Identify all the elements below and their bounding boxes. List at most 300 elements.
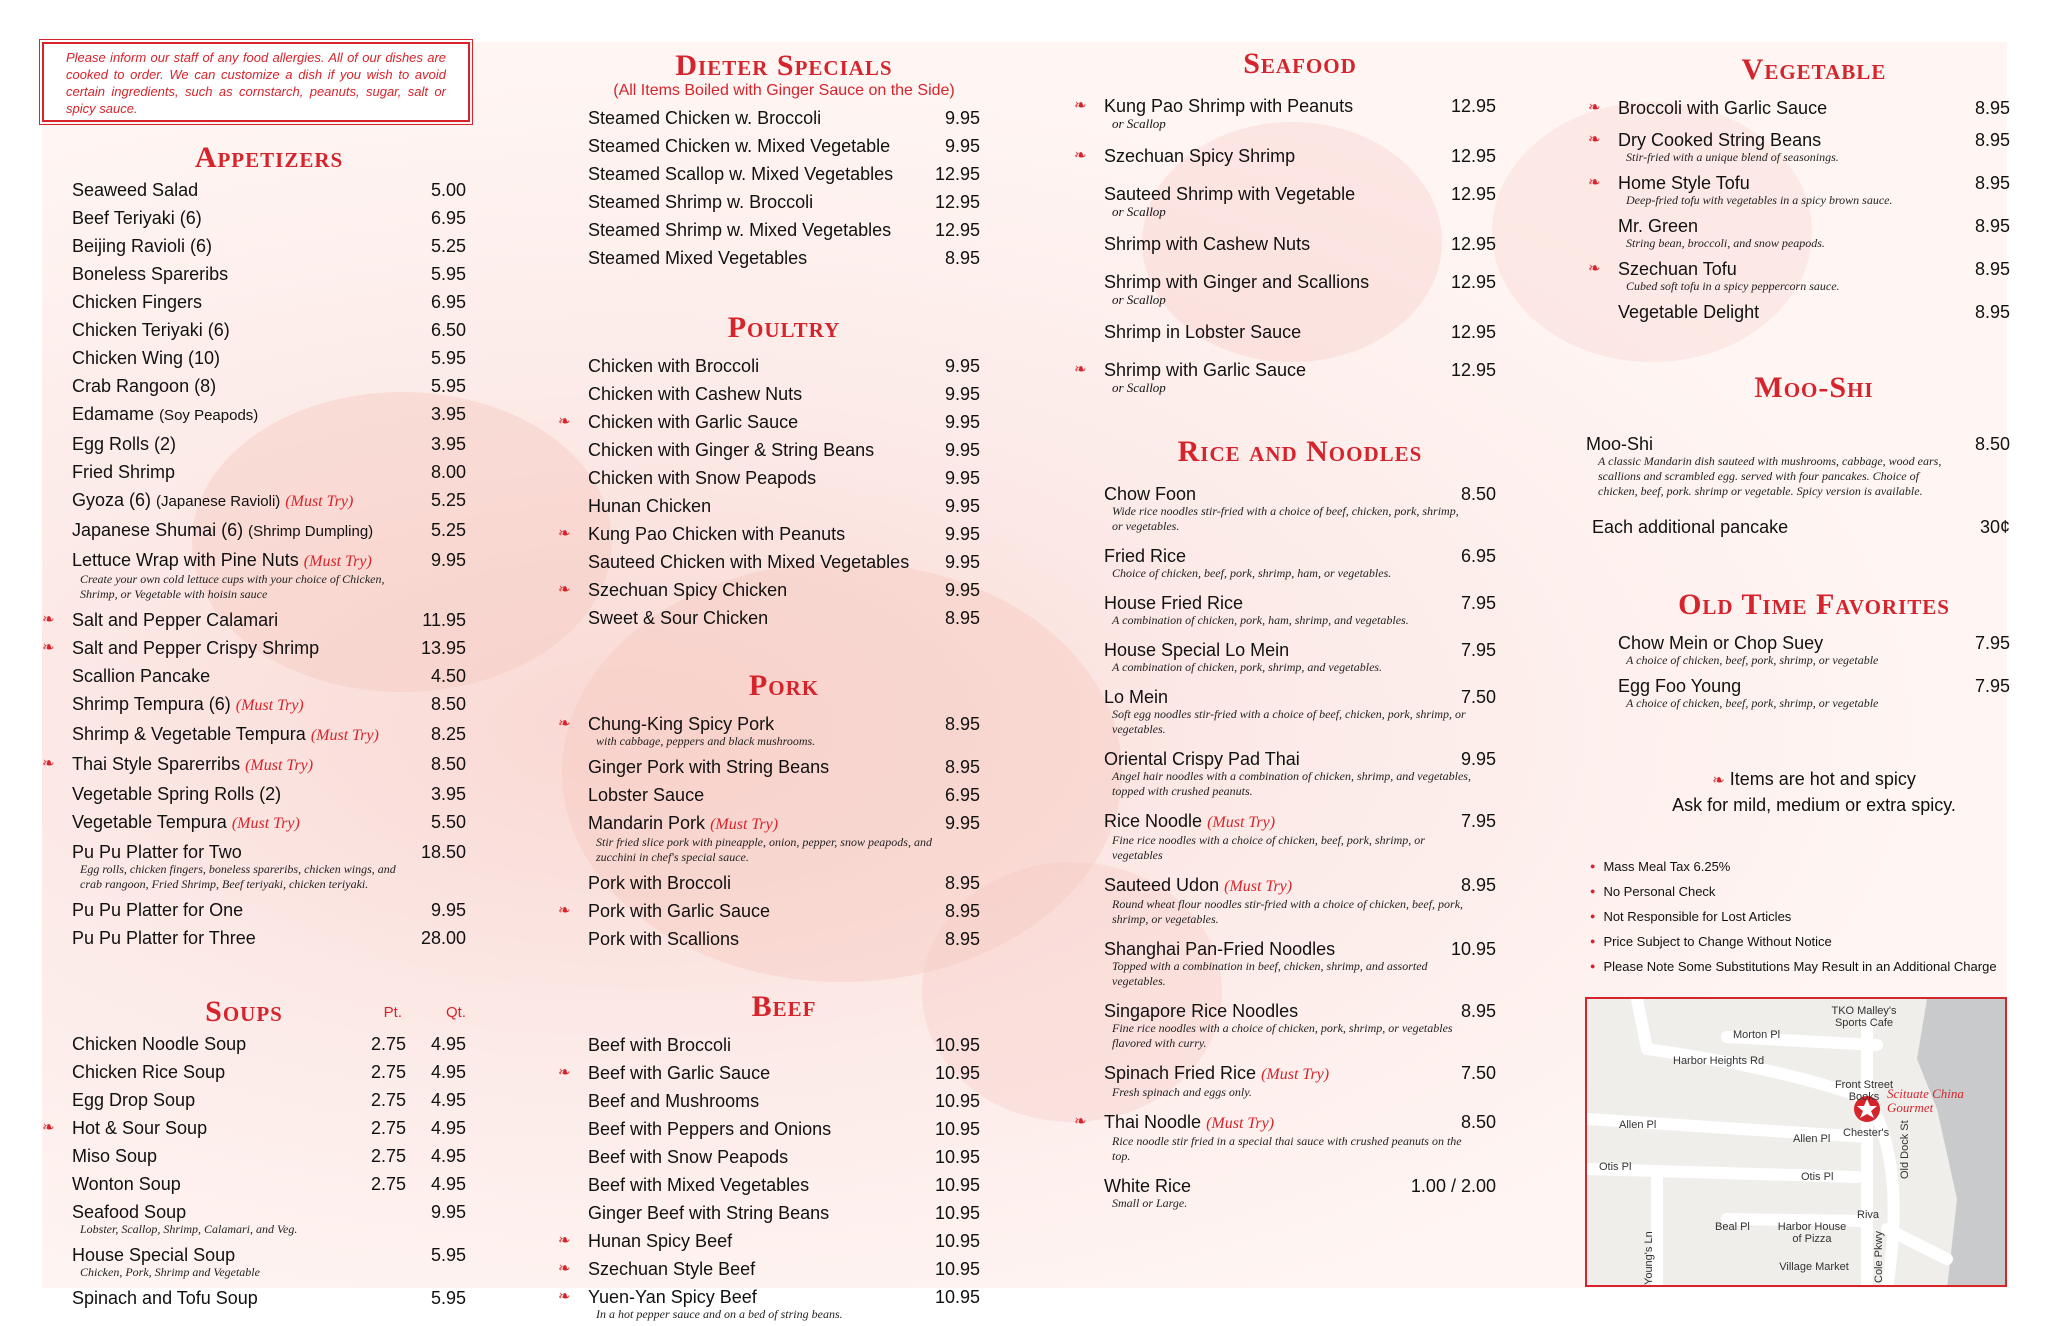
item-price: 12.95 — [1450, 272, 1496, 292]
item-price: 28.00 — [420, 928, 466, 948]
menu-item — [72, 808, 466, 838]
vegetable-title: Vegetable — [1741, 53, 1887, 86]
map-street-label: Young's Ln — [1643, 1231, 1655, 1285]
menu-item — [72, 838, 466, 866]
item-name: Pork with Broccoli — [588, 873, 732, 893]
item-description: Round wheat flour noodles stir-fried with a choice of chicken, beef, pork, shrimp, or vegetables. — [1112, 897, 1464, 926]
item-price: 10.95 — [934, 1147, 980, 1167]
item-name: Pu Pu Platter for Two — [72, 842, 242, 862]
item-price: 8.95 — [944, 901, 980, 921]
menu-item — [1104, 683, 1496, 711]
must-try-label: (Must Try) — [245, 757, 314, 774]
item-name: Shrimp Tempura (6) — [72, 694, 231, 714]
item-price: 8.95 — [1974, 259, 2010, 279]
menu-item — [72, 516, 466, 546]
item-description: Choice of chicken, beef, pork, shrimp, ham, or vegetables. — [1112, 566, 1392, 580]
map-street-label: TKO Malley's Sports Cafe — [1831, 1005, 1897, 1029]
item-name: Beijing Ravioli (6) — [72, 236, 213, 256]
item-name: Chicken with Cashew Nuts — [588, 384, 803, 404]
item-name: Thai Style Sparerribs — [72, 754, 241, 774]
item-alternative: or Scallop — [1112, 380, 1166, 395]
beef-list — [558, 1031, 980, 1322]
menu-item — [42, 750, 466, 780]
item-description: Cubed soft tofu in a spicy peppercorn sauce. — [1626, 279, 1840, 293]
menu-item — [1104, 480, 1496, 508]
item-name: Steamed Chicken w. Broccoli — [588, 108, 822, 128]
menu-item — [588, 216, 980, 244]
item-name: Boneless Spareribs — [72, 264, 229, 284]
item-name: Rice Noodle — [1104, 811, 1203, 831]
item-name: Thai Noodle — [1104, 1112, 1202, 1132]
menu-item — [72, 316, 466, 344]
item-name: Chicken Rice Soup — [72, 1062, 226, 1082]
item-name: Szechuan Spicy Chicken — [588, 580, 788, 600]
item-name: Szechuan Style Beef — [588, 1259, 756, 1279]
menu-item — [1074, 92, 1496, 120]
column-seafood-rice — [1074, 46, 1496, 1215]
item-name: Chicken Fingers — [72, 292, 203, 312]
item-name: Lo Mein — [1104, 687, 1169, 707]
item-name: Sauteed Udon — [1104, 875, 1220, 895]
item-price: 8.95 — [944, 757, 980, 777]
menu-item — [1618, 298, 2010, 326]
item-price: 4.50 — [430, 666, 466, 686]
mooshi-title: Moo-Shi — [1754, 371, 1874, 404]
hot-pepper-icon: ❧ — [1074, 97, 1087, 114]
hot-pepper-icon: ❧ — [1074, 361, 1087, 378]
item-price: 10.95 — [934, 1203, 980, 1223]
item-description: String bean, broccoli, and snow peapods. — [1626, 236, 1825, 250]
item-name: Sauteed Chicken with Mixed Vegetables — [588, 552, 910, 572]
menu-item — [1074, 1108, 1496, 1138]
hot-pepper-icon: ❧ — [1588, 131, 1601, 148]
item-price: 7.95 — [1460, 811, 1496, 831]
item-price: 12.95 — [934, 192, 980, 212]
item-name: Beef Teriyaki (6) — [72, 208, 202, 228]
item-price: 9.95 — [944, 412, 980, 432]
item-name: Spinach Fried Rice — [1104, 1063, 1257, 1083]
item-price: 13.95 — [420, 638, 466, 658]
item-name: White Rice — [1104, 1176, 1192, 1196]
item-price: 5.50 — [430, 812, 466, 832]
seafood-title: Seafood — [1243, 47, 1357, 80]
item-price: 18.50 — [420, 842, 466, 862]
item-price: 6.95 — [944, 785, 980, 805]
item-name: Ginger Beef with String Beans — [588, 1203, 830, 1223]
appetizers-title: Appetizers — [194, 141, 344, 174]
hot-pepper-icon: ❧ — [558, 525, 571, 542]
item-name: Chow Mein or Chop Suey — [1618, 633, 1824, 653]
menu-item — [1104, 871, 1496, 901]
policy-note: ● Please Note Some Substitutions May Result in an Additional Charge — [1590, 955, 2010, 980]
item-description: Fresh spinach and eggs only. — [1112, 1085, 1252, 1099]
map-street-label: Beal Pl — [1715, 1221, 1750, 1233]
item-description: Small or Large. — [1112, 1196, 1188, 1210]
item-name: Egg Foo Young — [1618, 676, 1742, 696]
item-description: Stir fried slice pork with pineapple, onion, pepper, snow peapods, and zucchini in chef's special sauce. — [596, 835, 932, 864]
column-vegetable-mooshi — [1586, 52, 2010, 980]
item-price: 10.95 — [934, 1063, 980, 1083]
item-name: Beef with Snow Peapods — [588, 1147, 789, 1167]
item-price: 12.95 — [934, 164, 980, 184]
menu-item — [1104, 745, 1496, 773]
must-try-label: (Must Try) — [303, 553, 372, 570]
menu-item — [72, 372, 466, 400]
item-price: 3.95 — [430, 404, 466, 424]
item-price: 7.50 — [1460, 687, 1496, 707]
item-description: Deep-fried tofu with vegetables in a spicy brown sauce. — [1626, 193, 1893, 207]
item-description: Wide rice noodles stir-fried with a choice of beef, chicken, pork, shrimp, or vegetables. — [1112, 504, 1459, 533]
menu-item — [1104, 997, 1496, 1025]
item-name: Chicken with Snow Peapods — [588, 468, 817, 488]
item-name: Oriental Crispy Pad Thai — [1104, 749, 1300, 769]
menu-item — [42, 1114, 466, 1142]
item-price-quart: 4.95 — [430, 1090, 466, 1110]
item-name: Broccoli with Garlic Sauce — [1618, 98, 1828, 118]
menu-item — [72, 924, 466, 952]
item-name: Crab Rangoon (8) — [72, 376, 217, 396]
menu-item — [72, 1241, 466, 1269]
item-alternative: or Scallop — [1112, 292, 1166, 307]
must-try-label: (Must Try) — [1261, 1066, 1330, 1083]
item-price: 12.95 — [1450, 322, 1496, 342]
item-note: (Shrimp Dumpling) — [248, 523, 374, 540]
hot-pepper-icon: ❧ — [558, 413, 571, 430]
item-price: 12.95 — [1450, 146, 1496, 166]
item-name: Egg Drop Soup — [72, 1090, 196, 1110]
menu-item — [72, 288, 466, 316]
item-price: 12.95 — [1450, 234, 1496, 254]
policy-note: ● Mass Meal Tax 6.25% — [1590, 855, 2010, 880]
map-street-label: Harbor Heights Rd — [1673, 1055, 1765, 1067]
menu-item — [1104, 318, 1496, 346]
item-name: Pork with Scallions — [588, 929, 740, 949]
menu-item — [1588, 255, 2010, 283]
menu-item — [1104, 935, 1496, 963]
item-description: Fine rice noodles with a choice of chicken, pork, shrimp, or vegetables flavored with curry. — [1112, 1021, 1453, 1050]
map-street-label: Front Street Books — [1834, 1079, 1894, 1103]
menu-item — [588, 464, 980, 492]
item-name: Chicken Wing (10) — [72, 348, 221, 368]
soups-pt-header: Pt. — [383, 1004, 402, 1021]
map-street-label: Otis Pl — [1801, 1171, 1834, 1183]
item-name: House Special Soup — [72, 1245, 236, 1265]
seafood-list — [1074, 92, 1496, 396]
menu-item — [588, 1087, 980, 1115]
mooshi-description: A classic Mandarin dish sauteed with mushrooms, cabbage, wood ears, scallions and scrambled egg. served with four pancakes. Choice of chicken, beef, pork. shrimp or vegetable. Spicy version is available. — [1598, 454, 1942, 498]
extra-pancake: Each additional pancake 30¢ — [1592, 517, 2010, 537]
rice-title: Rice and Noodles — [1177, 435, 1423, 468]
item-price: 9.95 — [944, 384, 980, 404]
hot-pepper-icon: ❧ — [42, 755, 55, 772]
item-description: A choice of chicken, beef, pork, shrimp, or vegetable — [1626, 653, 1879, 667]
item-price: 8.95 — [944, 714, 980, 734]
item-description: A choice of chicken, beef, pork, shrimp, or vegetable — [1626, 696, 1879, 710]
item-price: 9.95 — [944, 440, 980, 460]
menu-item — [588, 604, 980, 632]
hot-pepper-icon: ❧ — [1588, 260, 1601, 277]
menu-item — [42, 634, 466, 662]
map-street-label: Allen Pl — [1793, 1133, 1831, 1145]
menu-item — [1074, 142, 1496, 170]
item-price: 9.95 — [944, 552, 980, 572]
map-street-label: Allen Pl — [1619, 1119, 1657, 1131]
menu-item — [558, 1283, 980, 1311]
item-name: Fried Shrimp — [72, 462, 176, 482]
item-name: Chicken with Broccoli — [588, 356, 760, 376]
menu-item — [1588, 169, 2010, 197]
item-price: 9.95 — [944, 813, 980, 833]
must-try-label: (Must Try) — [1206, 1115, 1275, 1132]
item-name: Lettuce Wrap with Pine Nuts — [72, 550, 299, 570]
item-price: 6.95 — [430, 208, 466, 228]
hot-pepper-icon: ❧ — [558, 715, 571, 732]
menu-item — [558, 576, 980, 604]
item-price: 9.95 — [944, 356, 980, 376]
item-price: 9.95 — [944, 468, 980, 488]
item-name: Shrimp with Garlic Sauce — [1104, 360, 1307, 380]
hot-pepper-icon: ❧ — [558, 1064, 571, 1081]
dieter-subtitle: (All Items Boiled with Ginger Sauce on the Side) — [613, 82, 955, 99]
item-price: 3.95 — [430, 434, 466, 454]
item-price: 5.25 — [430, 520, 466, 540]
item-price: 6.95 — [430, 292, 466, 312]
menu-item — [72, 1198, 466, 1226]
item-price: 1.00 / 2.00 — [1410, 1176, 1496, 1196]
location-map — [1585, 997, 2007, 1287]
item-name: Vegetable Tempura — [72, 812, 227, 832]
item-price-quart: 4.95 — [430, 1062, 466, 1082]
item-price: 8.00 — [430, 462, 466, 482]
item-description: with cabbage, peppers and black mushrooms. — [596, 734, 816, 748]
map-brand-label: Scituate China Gourmet — [1887, 1086, 1964, 1115]
item-price: 10.95 — [934, 1035, 980, 1055]
item-price-quart: 4.95 — [430, 1146, 466, 1166]
item-price: 5.95 — [430, 264, 466, 284]
soups-qt-header: Qt. — [445, 1004, 466, 1021]
item-price: 10.95 — [934, 1259, 980, 1279]
menu-item — [1104, 636, 1496, 664]
item-price: 10.95 — [934, 1119, 980, 1139]
menu-item — [588, 1171, 980, 1199]
item-name: Ginger Pork with String Beans — [588, 757, 830, 777]
item-description: A combination of chicken, pork, ham, shrimp, and vegetables. — [1112, 613, 1409, 627]
menu-item — [1104, 589, 1496, 617]
item-name: Beef with Mixed Vegetables — [588, 1175, 810, 1195]
menu-item — [1618, 212, 2010, 240]
item-name: Spinach and Tofu Soup — [72, 1288, 258, 1308]
menu-item — [72, 204, 466, 232]
pork-title: Pork — [748, 669, 820, 702]
item-name: Chicken Noodle Soup — [72, 1034, 247, 1054]
item-price: 8.25 — [430, 724, 466, 744]
item-price: 10.95 — [1450, 939, 1496, 959]
item-alternative: or Scallop — [1112, 116, 1166, 131]
item-price: 10.95 — [934, 1231, 980, 1251]
spicy-legend: ❧ Items are hot and spicy Ask for mild, medium or extra spicy. — [1672, 769, 1956, 815]
menu-item — [588, 809, 980, 839]
item-price: 8.95 — [944, 248, 980, 268]
pork-list — [558, 710, 980, 953]
dieter-list — [588, 104, 980, 272]
menu-item — [42, 606, 466, 634]
item-price: 7.95 — [1460, 640, 1496, 660]
menu-item — [588, 352, 980, 380]
menu-item — [558, 1227, 980, 1255]
item-name: Sweet & Sour Chicken — [588, 608, 769, 628]
policy-note: ● Price Subject to Change Without Notice — [1590, 930, 2010, 955]
item-name: Kung Pao Chicken with Peanuts — [588, 524, 846, 544]
item-price: 8.50 — [430, 694, 466, 714]
item-name: Egg Rolls (2) — [72, 434, 177, 454]
item-price: 9.95 — [944, 524, 980, 544]
item-price-quart: 4.95 — [430, 1034, 466, 1054]
menu-item — [588, 1199, 980, 1227]
menu-item — [72, 458, 466, 486]
item-name: Miso Soup — [72, 1146, 158, 1166]
item-name: Home Style Tofu — [1618, 173, 1750, 193]
item-name: Kung Pao Shrimp with Peanuts — [1104, 96, 1354, 116]
soups-title: Soups — [205, 995, 283, 1028]
hot-pepper-icon: ❧ — [558, 581, 571, 598]
menu-item — [72, 720, 466, 750]
item-price: 8.95 — [1974, 130, 2010, 150]
item-name: Shrimp with Ginger and Scallions — [1104, 272, 1370, 292]
item-price: 7.95 — [1974, 676, 2010, 696]
item-name: Vegetable Spring Rolls (2) — [72, 784, 282, 804]
item-name: Steamed Mixed Vegetables — [588, 248, 808, 268]
menu-item — [588, 132, 980, 160]
item-name: Beef with Peppers and Onions — [588, 1119, 832, 1139]
item-name: Beef with Garlic Sauce — [588, 1063, 771, 1083]
menu-item — [588, 436, 980, 464]
item-price: 9.95 — [944, 580, 980, 600]
menu-item — [1104, 542, 1496, 570]
item-name: Salt and Pepper Crispy Shrimp — [72, 638, 320, 658]
item-price-quart: 5.95 — [430, 1245, 466, 1265]
item-name: Steamed Shrimp w. Mixed Vegetables — [588, 220, 892, 240]
map-street-label: Riva — [1857, 1209, 1880, 1221]
menu-item — [588, 869, 980, 897]
item-price-pint: 2.75 — [370, 1034, 406, 1054]
item-description: In a hot pepper sauce and on a bed of string beans. — [596, 1307, 843, 1321]
menu-item — [1104, 180, 1496, 208]
item-name: Pork with Garlic Sauce — [588, 901, 771, 921]
item-description: Create your own cold lettuce cups with your choice of Chicken, Shrimp, or Vegetable with hoisin sauce — [80, 572, 385, 601]
item-price-pint: 2.75 — [370, 1118, 406, 1138]
item-name: Hunan Chicken — [588, 496, 712, 516]
item-name: Hot & Sour Soup — [72, 1118, 208, 1138]
menu-item — [72, 1086, 466, 1114]
menu-item — [588, 1115, 980, 1143]
item-name: House Fried Rice — [1104, 593, 1244, 613]
item-price: 8.95 — [944, 873, 980, 893]
menu-item — [72, 232, 466, 260]
item-name: Yuen-Yan Spicy Beef — [588, 1287, 757, 1307]
item-price: 9.95 — [1460, 749, 1496, 769]
item-name: Steamed Chicken w. Mixed Vegetable — [588, 136, 891, 156]
item-price: 5.00 — [430, 180, 466, 200]
menu-item — [588, 160, 980, 188]
oldtime-title: Old Time Favorites — [1678, 588, 1950, 621]
item-name: Mr. Green — [1618, 216, 1699, 236]
menu-item — [72, 486, 466, 516]
item-price-quart: 9.95 — [430, 1202, 466, 1222]
item-price: 8.95 — [1974, 302, 2010, 322]
item-name: Dry Cooked String Beans — [1618, 130, 1822, 150]
item-name: Edamame — [72, 404, 155, 424]
item-description: Stir-fried with a unique blend of seasonings. — [1626, 150, 1839, 164]
item-price: 9.95 — [430, 550, 466, 570]
hot-pepper-icon: ❧ — [558, 1288, 571, 1305]
appetizers-list — [42, 176, 466, 952]
item-price-quart: 4.95 — [430, 1118, 466, 1138]
item-description: A combination of chicken, pork, shrimp, and vegetables. — [1112, 660, 1383, 674]
item-alternative: or Scallop — [1112, 204, 1166, 219]
menu-item — [588, 1031, 980, 1059]
policy-notes — [1590, 855, 2010, 980]
item-price: 12.95 — [934, 220, 980, 240]
menu-item — [1104, 807, 1496, 837]
item-price: 8.95 — [1460, 875, 1496, 895]
menu-item — [588, 753, 980, 781]
item-price-pint: 2.75 — [370, 1062, 406, 1082]
hot-pepper-icon: ❧ — [1074, 147, 1087, 164]
item-price: 8.50 — [1460, 484, 1496, 504]
item-name: Mandarin Pork — [588, 813, 706, 833]
beef-title: Beef — [751, 990, 817, 1023]
item-price: 6.95 — [1460, 546, 1496, 566]
item-price: 12.95 — [1450, 184, 1496, 204]
column-dieter-poultry-pork-beef — [558, 48, 980, 1326]
menu-item — [588, 104, 980, 132]
item-name: Vegetable Delight — [1618, 302, 1760, 322]
menu-item — [1618, 629, 2010, 657]
poultry-list — [558, 352, 980, 632]
menu-item — [1104, 1172, 1496, 1200]
item-name: Japanese Shumai (6) — [72, 520, 244, 540]
menu-item — [72, 1030, 466, 1058]
item-name: Singapore Rice Noodles — [1104, 1001, 1299, 1021]
item-name: Hunan Spicy Beef — [588, 1231, 733, 1251]
menu-item — [72, 1170, 466, 1198]
must-try-label: (Must Try) — [1207, 814, 1276, 831]
policy-note: ● No Personal Check — [1590, 880, 2010, 905]
column-appetizers-soups — [42, 140, 466, 1312]
item-name: Steamed Scallop w. Mixed Vegetables — [588, 164, 894, 184]
menu-item — [72, 1142, 466, 1170]
item-price: 5.95 — [430, 376, 466, 396]
menu-item — [72, 1284, 466, 1312]
item-name: Gyoza (6) — [72, 490, 152, 510]
hot-pepper-icon: ❧ — [42, 639, 55, 656]
menu-item — [1588, 94, 2010, 122]
item-price: 10.95 — [934, 1091, 980, 1111]
item-price: 8.95 — [944, 929, 980, 949]
item-name: Pu Pu Platter for Three — [72, 928, 256, 948]
allergy-notice: Please inform our staff of any food allergies. All of our dishes are cooked to order. We can customize a dish if you wish to avoid certain ingredients, such as cornstarch, peanuts, sugar, salt or spicy sauce. — [42, 42, 470, 122]
item-price-pint: 2.75 — [370, 1146, 406, 1166]
item-description: Angel hair noodles with a combination of chicken, shrimp, and vegetables, topped with crushed peanuts. — [1112, 769, 1471, 798]
hot-pepper-icon: ❧ — [42, 611, 55, 628]
menu-item — [72, 176, 466, 204]
item-price-pint: 2.75 — [370, 1090, 406, 1110]
item-price-quart: 5.95 — [430, 1288, 466, 1308]
item-name: Seafood Soup — [72, 1202, 187, 1222]
poultry-title: Poultry — [727, 311, 841, 344]
menu-item — [1104, 230, 1496, 258]
map-street-label: Chester's — [1843, 1127, 1890, 1139]
